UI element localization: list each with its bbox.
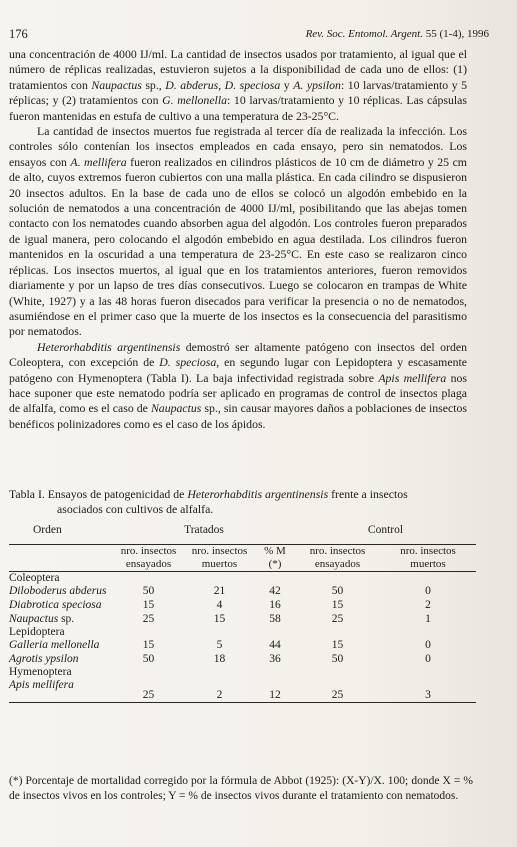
order-label: Hymenoptera xyxy=(9,666,72,678)
paragraph-2: La cantidad de insectos muertos fue registrada al tercer día de realizada la infección. Los controles sólo contenían los insectos empleados en cada ensayo, pero sin nematodos. Los ensayos con A. mellifera fueron realizados en cilindros plásticos de 10 cm de diámetro y 25 cm de alto, cuyos extremos fueron cubiertos con una malla plástica. En cada cilindro se dispusieron 20 insectos adultos. En la base de cada uno de ellos se colocó un algodón embebido en la solución de nematodos a una concentración de 4000 IJ/ml, posibilitando que las abejas tomen contacto con los nematodes cuando absorben agua del algodón. Los controles fueron preparados de igual manera, pero colocando el algodón embebido en agua destilada. Los cilindros fueron mantenidos en la oscuridad a una temperatura de 23-25°C. En este caso se realizaron cinco réplicas. Los insectos muertos, al igual que en los tratamientos anteriores, fueron removidos diariamente y por un lapso de tres días consecutivos. Luego se colocaron en trampas de White (White, 1927) y a las 48 horas fueron disecados para verificar la presencia o no de nematodos, asumiéndose en el primer caso que la muerte de los insectos es la consecuencia del parasitismo por nematodos. xyxy=(9,124,467,339)
subheader-control-muertos: nro. insectos muertos xyxy=(380,545,476,572)
cell-pm: 12 xyxy=(255,678,295,703)
col-header-orden: Orden xyxy=(9,524,113,545)
cell-control-muertos: 0 xyxy=(425,639,431,651)
cell-control-ensayados: 50 xyxy=(331,653,344,665)
cell-control-ensayados: 15 xyxy=(331,639,344,651)
cell-ensayados: 25 xyxy=(142,613,155,625)
subheader-pm: % M (*) xyxy=(255,545,295,572)
cell-muertos: 18 xyxy=(213,653,226,665)
table-row xyxy=(9,584,476,598)
order-label: Lepidoptera xyxy=(9,626,65,638)
running-header: Rev. Soc. Entomol. Argent. 55 (1-4), 1996 xyxy=(305,28,489,40)
col-header-tratados: Tratados xyxy=(113,524,295,545)
subheader-control-ensayados: nro. insectos ensayados xyxy=(295,545,380,572)
cell-control-ensayados: 50 xyxy=(331,585,344,597)
species-name: Naupactus sp. xyxy=(9,613,75,625)
species-name: Galleria mellonella xyxy=(9,639,100,651)
group-row xyxy=(9,666,476,678)
table-row xyxy=(9,638,476,652)
table-caption-line-1: Tabla I. Ensayos de patogenicidad de Heterorhabditis argentinensis frente a insectos xyxy=(9,487,408,501)
cell-control-ensayados: 25 xyxy=(331,613,344,625)
table-row xyxy=(9,612,476,626)
subheader-ensayados: nro. insectos ensayados xyxy=(113,545,184,572)
cell-ensayados: 15 xyxy=(142,639,155,651)
table-row xyxy=(9,652,476,666)
cell-muertos: 5 xyxy=(216,639,223,651)
cell-ensayados: 25 xyxy=(113,678,184,703)
table-footnote: (*) Porcentaje de mortalidad corregido por la fórmula de Abbot (1925): (X-Y)/X. 100; donde X = % de insectos vivos en los controles; Y = % de insectos vivos durante el tratamiento con nematodos. xyxy=(9,775,473,802)
cell-control-muertos: 0 xyxy=(425,653,431,665)
cell-control-muertos: 3 xyxy=(380,678,476,703)
cell-control-muertos: 0 xyxy=(425,585,431,597)
cell-ensayados: 15 xyxy=(142,599,155,611)
species-name: Agrotis ypsilon xyxy=(9,653,79,665)
group-row xyxy=(9,626,476,638)
data-table xyxy=(9,524,476,703)
cell-pm: 58 xyxy=(269,613,281,625)
cell-pm: 44 xyxy=(269,639,281,651)
cell-control-ensayados: 15 xyxy=(331,599,344,611)
cell-muertos: 21 xyxy=(213,585,226,597)
cell-control-ensayados: 25 xyxy=(295,678,380,703)
table-caption-line-2: asociados con cultivos de alfalfa. xyxy=(57,502,214,516)
cell-pm: 16 xyxy=(269,599,281,611)
cell-pm: 36 xyxy=(269,653,281,665)
paragraph-1: una concentración de 4000 IJ/ml. La cantidad de insectos usados por tratamiento, al igual que el número de réplicas realizadas, estuvieron sujetos a la disponibilidad de cada uno de ellos: (1) tratamientos con Naupactus sp., D. abderus, D. speciosa y A. ypsilon: 10 larvas/tratamiento y 5 réplicas; y (2) tratamientos con G. mellonella: 10 larvas/tratamiento y 10 réplicas. Las cápsulas fueron mantenidas en estufa de cultivo a una temperatura de 23-25°C. xyxy=(9,47,467,123)
body-text xyxy=(9,47,467,432)
subheader-muertos: nro. insectos muertos xyxy=(184,545,255,572)
cell-muertos: 15 xyxy=(213,613,226,625)
cell-control-muertos: 2 xyxy=(425,599,431,611)
page-number: 176 xyxy=(9,27,28,41)
cell-ensayados: 50 xyxy=(142,585,155,597)
species-name: Diabrotica speciosa xyxy=(9,599,102,611)
cell-ensayados: 50 xyxy=(142,653,155,665)
cell-pm: 42 xyxy=(269,585,281,597)
col-header-control: Control xyxy=(295,524,476,545)
cell-muertos: 4 xyxy=(216,599,223,611)
order-label: Coleoptera xyxy=(9,572,60,584)
paragraph-3: Heterorhabditis argentinensis demostró ser altamente patógeno con insectos del orden Coleoptera, con excepción de D. speciosa, en segundo lugar con Lepidoptera y escasamente patógeno con Hymenoptera (Tabla I). La baja infectividad registrada sobre Apis mellifera nos hace suponer que este nematodo podría ser aplicado en programas de control de insectos plaga de alfalfa, como es el caso de Naupactus sp., sin causar mayores daños a poblaciones de insectos benéficos polinizadores como es el caso de los ápidos. xyxy=(9,339,467,431)
cell-muertos: 2 xyxy=(184,678,255,703)
species-name: Apis mellifera xyxy=(9,678,113,703)
cell-control-muertos: 1 xyxy=(425,613,431,625)
table-caption xyxy=(9,487,474,517)
species-name: Diloboderus abderus xyxy=(9,585,107,597)
table-row xyxy=(9,678,476,703)
table-row xyxy=(9,598,476,612)
group-row xyxy=(9,572,476,585)
